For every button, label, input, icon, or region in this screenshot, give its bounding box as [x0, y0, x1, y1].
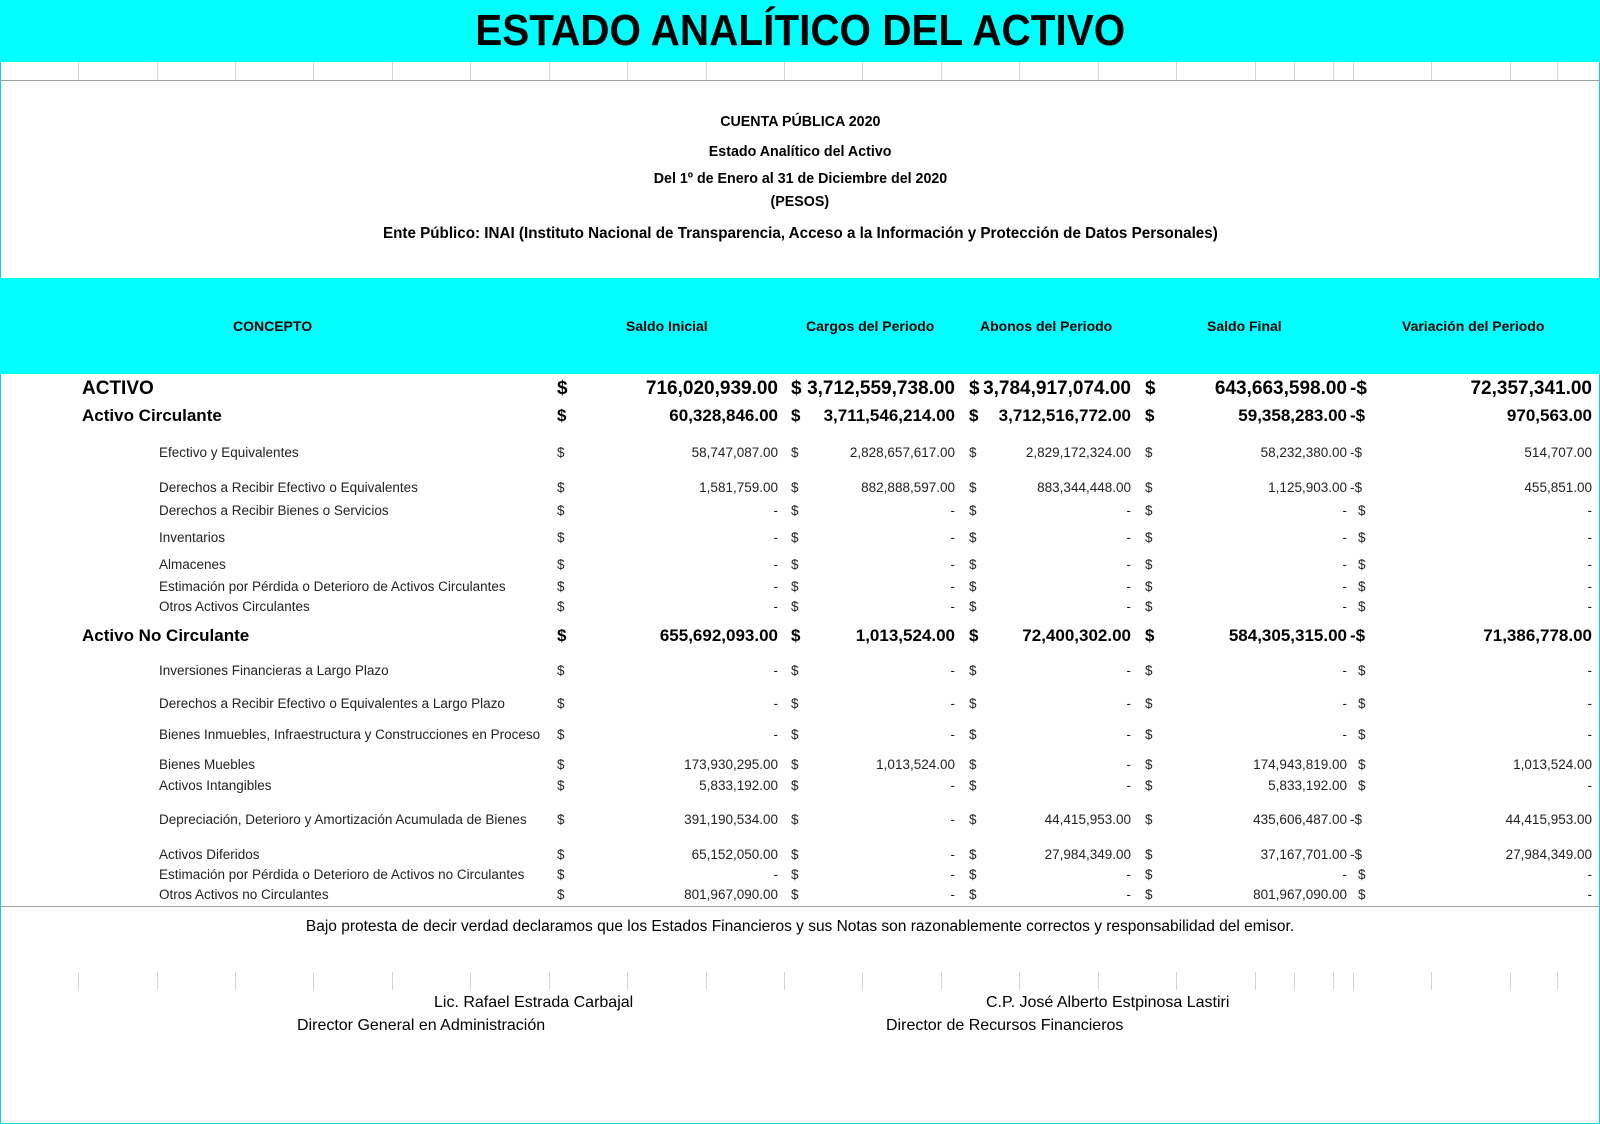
amount-cell: - — [1126, 887, 1131, 902]
currency-sign: $ — [1145, 445, 1153, 460]
currency-sign: $ — [1358, 696, 1366, 711]
amount-cell: 1,013,524.00 — [876, 757, 955, 772]
grid-tick — [627, 972, 628, 990]
currency-sign: $ — [791, 557, 799, 572]
currency-sign: $ — [1358, 887, 1366, 902]
currency-sign: $ — [1145, 696, 1153, 711]
row-label: Derechos a Recibir Efectivo o Equivalentes a Largo Plazo — [159, 696, 505, 711]
amount-cell: 27,984,349.00 — [1044, 847, 1131, 862]
currency-sign: $ — [1358, 530, 1366, 545]
amount-cell: - — [1587, 557, 1592, 572]
row-label: Activos Intangibles — [159, 778, 272, 793]
currency-sign: -$ — [1350, 378, 1367, 399]
currency-sign: $ — [1358, 663, 1366, 678]
amount-cell: - — [1342, 867, 1347, 882]
report-title: CUENTA PÚBLICA 2020 — [719, 113, 881, 130]
amount-cell: - — [773, 867, 778, 882]
col-abonos: Abonos del Periodo — [980, 318, 1113, 334]
amount-cell: 514,707.00 — [1524, 445, 1592, 460]
currency-sign: $ — [557, 663, 565, 678]
amount-cell: 5,833,192.00 — [699, 778, 778, 793]
currency-sign: $ — [969, 626, 979, 645]
currency-sign: $ — [969, 530, 977, 545]
amount-cell: 1,125,903.00 — [1268, 480, 1347, 495]
divider — [0, 80, 1600, 81]
grid-tick — [862, 972, 863, 990]
currency-sign: $ — [557, 530, 565, 545]
amount-cell: - — [950, 812, 955, 827]
amount-cell: 882,888,597.00 — [861, 480, 955, 495]
row-label: Estimación por Pérdida o Deterioro de Activos no Circulantes — [159, 867, 525, 882]
grid-tick — [235, 62, 236, 80]
amount-cell: - — [1126, 663, 1131, 678]
amount-cell: - — [1126, 557, 1131, 572]
amount-cell: - — [773, 503, 778, 518]
amount-cell: 65,152,050.00 — [691, 847, 778, 862]
amount-cell: 883,344,448.00 — [1037, 480, 1131, 495]
grid-tick — [549, 62, 550, 80]
amount-cell: - — [950, 557, 955, 572]
grid-tick — [470, 62, 471, 80]
grid-tick — [1176, 62, 1177, 80]
amount-cell: 716,020,939.00 — [645, 378, 778, 399]
amount-cell: 72,400,302.00 — [1022, 626, 1131, 645]
grid-tick — [157, 972, 158, 990]
currency-sign: $ — [969, 757, 977, 772]
currency-sign: -$ — [1350, 445, 1363, 460]
amount-cell: - — [1587, 727, 1592, 742]
amount-cell: - — [1126, 727, 1131, 742]
report-entity: Ente Público: INAI (Instituto Nacional de Transparencia, Acceso a la Información y Protección de Datos Personales) — [382, 225, 1218, 242]
amount-cell: 59,358,283.00 — [1238, 406, 1347, 425]
currency-sign: $ — [557, 727, 565, 742]
amount-cell: - — [773, 663, 778, 678]
signature-right-title: Director de Recursos Financieros — [886, 1017, 1124, 1034]
row-label: Activos Diferidos — [159, 847, 260, 862]
currency-sign: $ — [969, 867, 977, 882]
currency-sign: $ — [557, 406, 567, 425]
row-label: Bienes Muebles — [159, 757, 256, 772]
currency-sign: $ — [1145, 757, 1153, 772]
currency-sign: $ — [1358, 599, 1366, 614]
amount-cell: - — [1342, 503, 1347, 518]
amount-cell: - — [1587, 503, 1592, 518]
amount-cell: 3,711,546,214.00 — [823, 406, 955, 425]
amount-cell: - — [950, 887, 955, 902]
currency-sign: $ — [557, 867, 565, 882]
amount-cell: 3,712,516,772.00 — [998, 406, 1131, 425]
amount-cell: - — [1587, 579, 1592, 594]
amount-cell: - — [1342, 599, 1347, 614]
amount-cell: - — [1126, 757, 1131, 772]
currency-sign: -$ — [1350, 847, 1363, 862]
row-label: Estimación por Pérdida o Deterioro de Activos Circulantes — [159, 579, 506, 594]
amount-cell: 174,943,819.00 — [1253, 757, 1347, 772]
currency-sign: $ — [969, 663, 977, 678]
report-period: Del 1º de Enero al 31 de Diciembre del 2020 — [653, 170, 947, 187]
currency-sign: $ — [1145, 557, 1153, 572]
amount-cell: 37,167,701.00 — [1260, 847, 1347, 862]
sheet-grid-strip — [0, 972, 1600, 990]
amount-cell: - — [950, 530, 955, 545]
amount-cell: 1,013,524.00 — [1513, 757, 1592, 772]
row-label: Otros Activos no Circulantes — [159, 887, 329, 902]
currency-sign: $ — [969, 847, 977, 862]
amount-cell: - — [1126, 579, 1131, 594]
currency-sign: $ — [557, 812, 565, 827]
row-label: Almacenes — [159, 557, 226, 572]
currency-sign: $ — [1145, 778, 1153, 793]
currency-sign: $ — [1358, 557, 1366, 572]
grid-tick — [1353, 62, 1354, 80]
currency-sign: -$ — [1350, 626, 1366, 645]
grid-tick — [784, 972, 785, 990]
amount-cell: - — [950, 579, 955, 594]
currency-sign: $ — [969, 812, 977, 827]
currency-sign: $ — [557, 887, 565, 902]
currency-sign: $ — [1358, 867, 1366, 882]
currency-sign: $ — [969, 445, 977, 460]
currency-sign: $ — [791, 406, 801, 425]
currency-sign: $ — [969, 557, 977, 572]
amount-cell: - — [1587, 696, 1592, 711]
amount-cell: 1,581,759.00 — [699, 480, 778, 495]
currency-sign: $ — [969, 696, 977, 711]
signature-right-name: C.P. José Alberto Estpinosa Lastiri — [986, 994, 1230, 1011]
amount-cell: - — [1342, 530, 1347, 545]
currency-sign: $ — [1145, 480, 1153, 495]
col-variacion: Variación del Periodo — [1402, 318, 1545, 334]
currency-sign: $ — [791, 599, 799, 614]
row-label: Activo No Circulante — [82, 626, 250, 645]
amount-cell: 2,829,172,324.00 — [1025, 445, 1131, 460]
currency-sign: $ — [791, 757, 799, 772]
currency-sign: $ — [1145, 867, 1153, 882]
amount-cell: 1,013,524.00 — [855, 626, 955, 645]
grid-tick — [549, 972, 550, 990]
amount-cell: - — [950, 599, 955, 614]
currency-sign: $ — [969, 599, 977, 614]
amount-cell: 72,357,341.00 — [1470, 378, 1592, 399]
amount-cell: 643,663,598.00 — [1214, 378, 1347, 399]
amount-cell: - — [950, 727, 955, 742]
currency-sign: $ — [1145, 727, 1153, 742]
amount-cell: - — [773, 579, 778, 594]
grid-tick — [1255, 972, 1256, 990]
grid-tick — [941, 972, 942, 990]
amount-cell: - — [1587, 663, 1592, 678]
grid-tick — [1176, 972, 1177, 990]
grid-tick — [78, 62, 79, 80]
amount-cell: - — [1126, 778, 1131, 793]
currency-sign: $ — [969, 778, 977, 793]
amount-cell: 3,712,559,738.00 — [807, 378, 955, 399]
currency-sign: $ — [791, 579, 799, 594]
amount-cell: - — [1126, 503, 1131, 518]
amount-cell: - — [950, 663, 955, 678]
amount-cell: 60,328,846.00 — [669, 406, 778, 425]
currency-sign: $ — [969, 378, 980, 399]
grid-tick — [1557, 62, 1558, 80]
currency-sign: $ — [557, 557, 565, 572]
row-label: Efectivo y Equivalentes — [159, 445, 299, 460]
grid-tick — [1294, 62, 1295, 80]
currency-sign: $ — [791, 663, 799, 678]
amount-cell: - — [1342, 663, 1347, 678]
amount-cell: 5,833,192.00 — [1268, 778, 1347, 793]
currency-sign: $ — [557, 445, 565, 460]
grid-tick — [1431, 62, 1432, 80]
grid-tick — [313, 972, 314, 990]
currency-sign: -$ — [1350, 480, 1363, 495]
grid-tick — [235, 972, 236, 990]
currency-sign: $ — [1145, 663, 1153, 678]
currency-sign: $ — [557, 778, 565, 793]
currency-sign: $ — [557, 503, 565, 518]
amount-cell: 435,606,487.00 — [1253, 812, 1347, 827]
grid-tick — [862, 62, 863, 80]
currency-sign: $ — [1145, 503, 1153, 518]
row-label: Inventarios — [159, 530, 226, 545]
currency-sign: $ — [1145, 626, 1155, 645]
currency-sign: $ — [557, 696, 565, 711]
amount-cell: 970,563.00 — [1506, 406, 1592, 425]
currency-sign: $ — [1358, 778, 1366, 793]
currency-sign: $ — [557, 757, 565, 772]
currency-sign: $ — [791, 867, 799, 882]
currency-sign: $ — [1145, 599, 1153, 614]
amount-cell: - — [1126, 530, 1131, 545]
grid-tick — [1353, 972, 1354, 990]
currency-sign: $ — [1145, 812, 1153, 827]
grid-tick — [1510, 62, 1511, 80]
amount-cell: - — [1342, 696, 1347, 711]
currency-sign: $ — [969, 406, 979, 425]
currency-sign: $ — [557, 847, 565, 862]
currency-sign: $ — [969, 480, 977, 495]
sheet-grid-strip — [0, 62, 1600, 80]
col-saldo-inicial: Saldo Inicial — [626, 318, 708, 334]
currency-sign: $ — [791, 480, 799, 495]
grid-tick — [1294, 972, 1295, 990]
amount-cell: - — [773, 727, 778, 742]
row-label: Derechos a Recibir Bienes o Servicios — [159, 503, 389, 518]
row-label: ACTIVO — [82, 378, 154, 399]
amount-cell: - — [1342, 727, 1347, 742]
amount-cell: - — [950, 867, 955, 882]
amount-cell: - — [1587, 599, 1592, 614]
amount-cell: - — [950, 778, 955, 793]
grid-tick — [627, 62, 628, 80]
amount-cell: 44,415,953.00 — [1505, 812, 1592, 827]
currency-sign: $ — [969, 503, 977, 518]
amount-cell: 44,415,953.00 — [1044, 812, 1131, 827]
amount-cell: - — [1587, 887, 1592, 902]
grid-tick — [1333, 972, 1334, 990]
amount-cell: - — [950, 503, 955, 518]
amount-cell: 655,692,093.00 — [659, 626, 778, 645]
currency-sign: $ — [791, 727, 799, 742]
currency-sign: $ — [791, 378, 802, 399]
currency-sign: $ — [1358, 727, 1366, 742]
grid-tick — [941, 62, 942, 80]
currency-sign: $ — [791, 696, 799, 711]
amount-cell: - — [950, 847, 955, 862]
currency-sign: $ — [969, 887, 977, 902]
currency-sign: $ — [969, 727, 977, 742]
currency-sign: $ — [1145, 579, 1153, 594]
amount-cell: - — [1126, 867, 1131, 882]
amount-cell: 173,930,295.00 — [684, 757, 778, 772]
grid-tick — [78, 972, 79, 990]
grid-tick — [157, 62, 158, 80]
currency-sign: $ — [791, 445, 799, 460]
currency-sign: $ — [1358, 579, 1366, 594]
col-saldo-final: Saldo Final — [1207, 318, 1282, 334]
amount-cell: - — [1342, 579, 1347, 594]
grid-tick — [470, 972, 471, 990]
amount-cell: - — [773, 696, 778, 711]
currency-sign: $ — [1145, 378, 1156, 399]
amount-cell: - — [1587, 778, 1592, 793]
report-subtitle: Estado Analítico del Activo — [708, 143, 892, 160]
currency-sign: $ — [557, 626, 567, 645]
amount-cell: 58,232,380.00 — [1260, 445, 1347, 460]
grid-tick — [784, 62, 785, 80]
grid-tick — [1333, 62, 1334, 80]
grid-tick — [1510, 972, 1511, 990]
currency-sign: $ — [1145, 887, 1153, 902]
currency-sign: $ — [791, 812, 799, 827]
currency-sign: $ — [1145, 847, 1153, 862]
currency-sign: $ — [1358, 503, 1366, 518]
divider — [0, 906, 1600, 907]
amount-cell: 391,190,534.00 — [684, 812, 778, 827]
currency-sign: $ — [557, 378, 568, 399]
currency-sign: $ — [1145, 530, 1153, 545]
amount-cell: - — [773, 530, 778, 545]
currency-sign: $ — [791, 626, 801, 645]
grid-tick — [1431, 972, 1432, 990]
grid-tick — [706, 62, 707, 80]
grid-tick — [706, 972, 707, 990]
row-label: Depreciación, Deterioro y Amortización Acumulada de Bienes — [159, 812, 527, 827]
amount-cell: - — [1342, 557, 1347, 572]
currency-sign: $ — [557, 579, 565, 594]
amount-cell: - — [1587, 867, 1592, 882]
amount-cell: - — [773, 557, 778, 572]
amount-cell: 71,386,778.00 — [1483, 626, 1592, 645]
amount-cell: - — [773, 599, 778, 614]
currency-sign: $ — [1145, 406, 1155, 425]
currency-sign: $ — [791, 530, 799, 545]
report-units: (PESOS) — [770, 193, 830, 210]
amount-cell: - — [950, 696, 955, 711]
currency-sign: $ — [791, 778, 799, 793]
grid-tick — [1557, 972, 1558, 990]
amount-cell: 584,305,315.00 — [1228, 626, 1347, 645]
amount-cell: 27,984,349.00 — [1505, 847, 1592, 862]
amount-cell: 3,784,917,074.00 — [983, 378, 1131, 399]
grid-tick — [1019, 972, 1020, 990]
grid-tick — [392, 62, 393, 80]
currency-sign: -$ — [1350, 812, 1363, 827]
signature-left-title: Director General en Administración — [297, 1017, 546, 1034]
amount-cell: 455,851.00 — [1524, 480, 1592, 495]
currency-sign: $ — [791, 503, 799, 518]
grid-tick — [1019, 62, 1020, 80]
currency-sign: $ — [791, 847, 799, 862]
grid-tick — [1098, 62, 1099, 80]
row-label: Inversiones Financieras a Largo Plazo — [159, 663, 389, 678]
col-concepto: CONCEPTO — [233, 318, 313, 334]
row-label: Otros Activos Circulantes — [159, 599, 310, 614]
amount-cell: 801,967,090.00 — [684, 887, 778, 902]
grid-tick — [313, 62, 314, 80]
currency-sign: -$ — [1350, 406, 1366, 425]
row-label: Activo Circulante — [82, 406, 222, 425]
currency-sign: $ — [791, 887, 799, 902]
currency-sign: $ — [969, 579, 977, 594]
signature-left-name: Lic. Rafael Estrada Carbajal — [434, 994, 634, 1011]
amount-cell: - — [1126, 599, 1131, 614]
currency-sign: $ — [557, 480, 565, 495]
declaration-text: Bajo protesta de decir verdad declaramos que los Estados Financieros y sus Notas son razonablemente correctos y responsabilidad del emisor. — [305, 918, 1295, 935]
currency-sign: $ — [557, 599, 565, 614]
currency-sign: $ — [1358, 757, 1366, 772]
grid-tick — [1255, 62, 1256, 80]
grid-tick — [1098, 972, 1099, 990]
grid-tick — [392, 972, 393, 990]
amount-cell: 801,967,090.00 — [1253, 887, 1347, 902]
amount-cell: 58,747,087.00 — [691, 445, 778, 460]
amount-cell: 2,828,657,617.00 — [849, 445, 955, 460]
amount-cell: - — [1587, 530, 1592, 545]
row-label: Derechos a Recibir Efectivo o Equivalentes — [159, 480, 418, 495]
row-label: Bienes Inmuebles, Infraestructura y Construcciones en Proceso — [159, 727, 541, 742]
amount-cell: - — [1126, 696, 1131, 711]
col-cargos: Cargos del Periodo — [806, 318, 935, 334]
banner-title: ESTADO ANALÍTICO DEL ACTIVO — [0, 0, 1600, 62]
